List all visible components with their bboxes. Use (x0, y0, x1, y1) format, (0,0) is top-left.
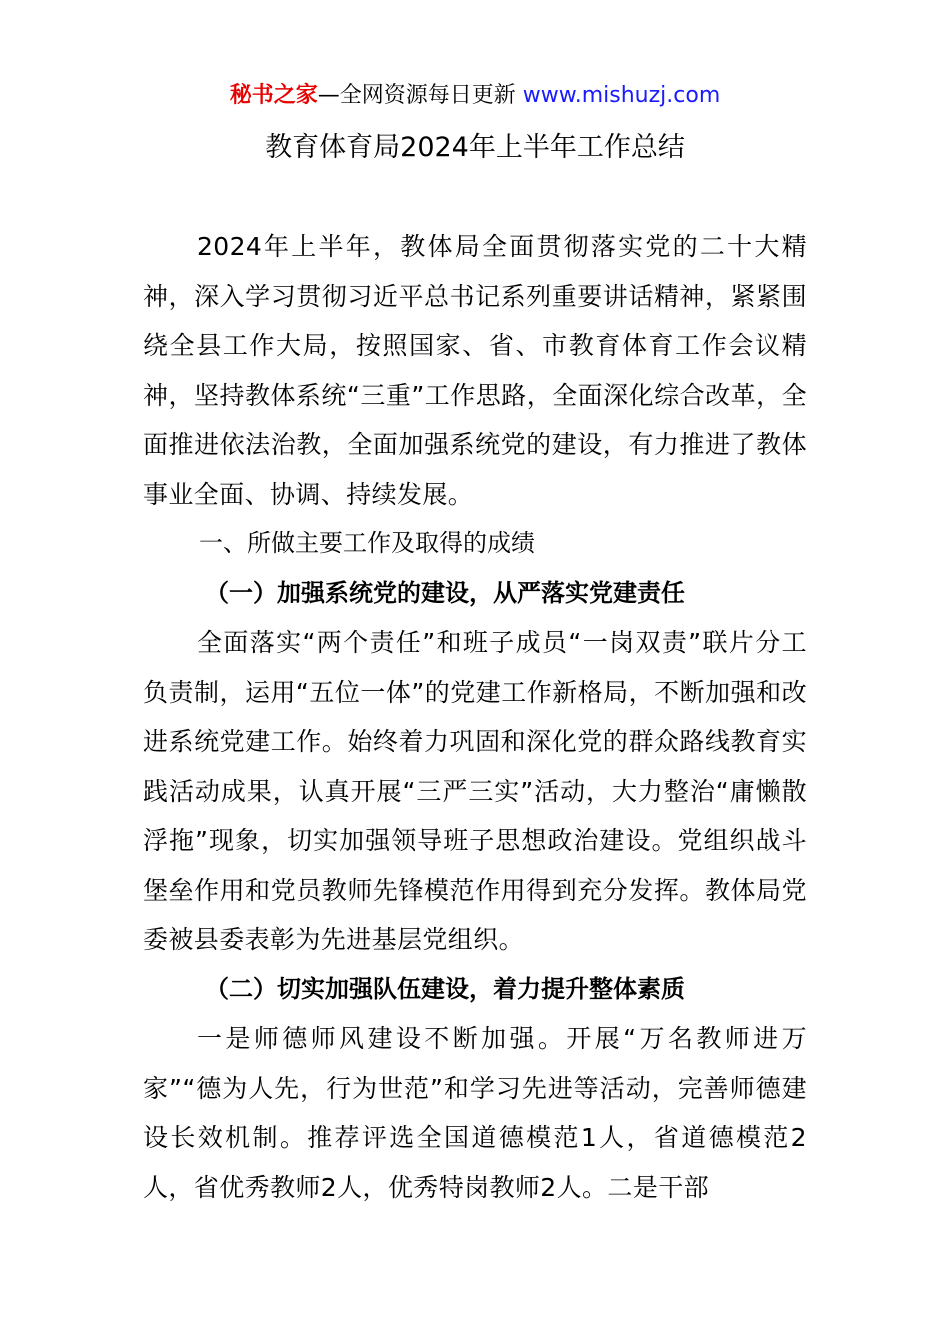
header-tagline: —全网资源每日更新 (317, 83, 523, 108)
site-header (0, 78, 950, 114)
intro-paragraph: 2024年上半年，教体局全面贯彻落实党的二十大精神，深入学习贯彻习近平总书记系列重要讲话精神，紧紧围绕全县工作大局，按照国家、省、市教育体育工作会议精神，坚持教体系统“三重”工作思路，全面深化综合改革，全面推进依法治教，全面加强系统党的建设，有力推进了教体事业全面、协调、持续发展。 (143, 232, 807, 509)
part1-heading: 一、所做主要工作及取得的成绩 (199, 529, 535, 557)
section2-paragraph: 一是师德师风建设不断加强。开展“万名教师进万家”“德为人先，行为世范”和学习先进等活动，完善师德建设长效机制。推荐评选全国道德模范1人，省道德模范2人，省优秀教师2人，优秀特岗教师2人。二是干部 (143, 1024, 807, 1202)
document-title: 教育体育局2024年上半年工作总结 (265, 132, 685, 163)
section1-paragraph: 全面落实“两个责任”和班子成员“一岗双责”联片分工负责制，运用“五位一体”的党建工作新格局，不断加强和改进系统党建工作。始终着力巩固和深化党的群众路线教育实践活动成果，认真开展“三严三实”活动，大力整治“庸懒散浮拖”现象，切实加强领导班子思想政治建设。党组织战斗堡垒作用和党员教师先锋模范作用得到充分发挥。教体局党委被县委表彰为先进基层党组织。 (143, 628, 807, 954)
section2-heading: （二）切实加强队伍建设，着力提升整体素质 (205, 974, 685, 1003)
document-body (143, 222, 807, 1212)
site-url: www.mishuzj.com (522, 83, 721, 108)
brand-name: 秘书之家 (229, 83, 318, 108)
section1-heading: （一）加强系统党的建设，从严落实党建责任 (205, 578, 685, 607)
